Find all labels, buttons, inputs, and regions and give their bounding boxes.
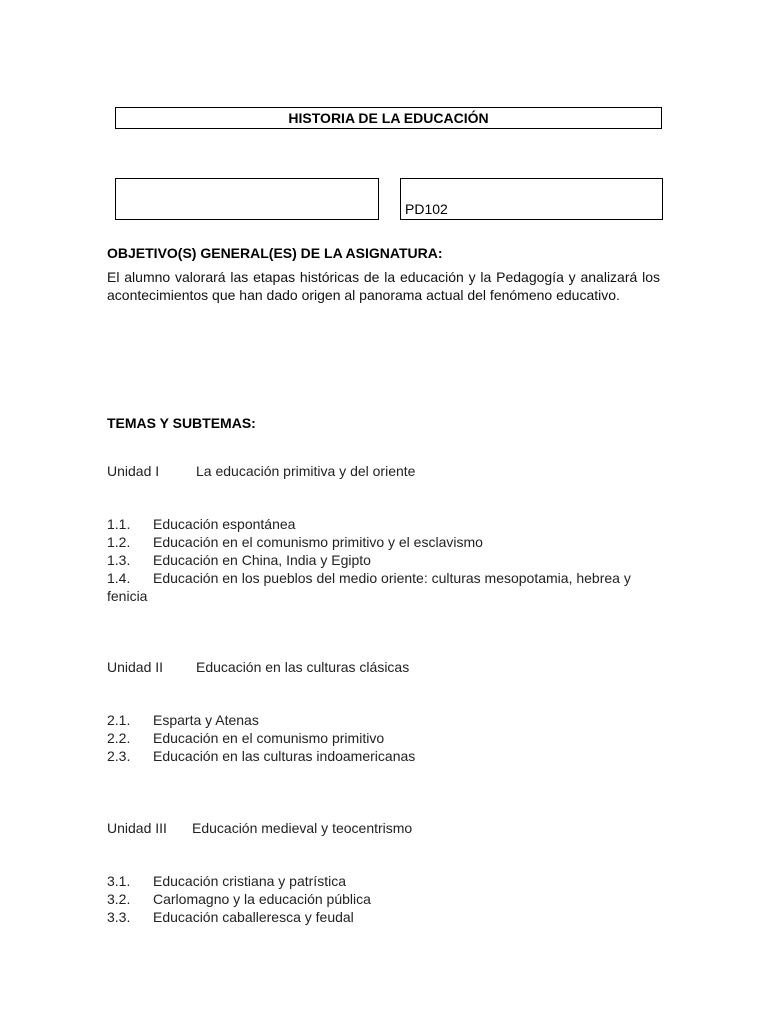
objective-text: El alumno valorará las etapas históricas de la educación y la Pedagogía y analizará los acontecimientos que han dado origen al panorama actual del fenómeno educativo. [107, 269, 660, 303]
list-item [107, 712, 259, 728]
unit-label: Unidad I [107, 463, 160, 479]
objective-heading: OBJETIVO(S) GENERAL(ES) DE LA ASIGNATURA: [107, 245, 443, 261]
item-text: Educación en el comunismo primitivo [153, 730, 385, 746]
unit-heading [107, 463, 415, 479]
course-code: PD102 [405, 201, 448, 217]
item-number: 1.2. [107, 534, 131, 550]
unit-title: La educación primitiva y del oriente [196, 463, 416, 479]
item-number: 1.1. [107, 516, 131, 532]
item-text: Educación cristiana y patrística [153, 873, 346, 889]
item-text: Educación caballeresca y feudal [153, 909, 354, 925]
item-number: 3.2. [107, 891, 131, 907]
item-text: Educación en los pueblos del medio oriente: culturas mesopotamia, hebrea y fenicia [107, 570, 631, 604]
list-item [107, 909, 354, 925]
item-text: Educación en las culturas indoamericanas [153, 748, 416, 764]
item-number: 1.4. [107, 570, 131, 586]
list-item [107, 891, 371, 907]
item-number: 2.3. [107, 748, 131, 764]
list-item [107, 516, 295, 532]
item-number: 3.3. [107, 909, 131, 925]
item-text: Carlomagno y la educación pública [153, 891, 371, 907]
list-item [107, 569, 667, 605]
list-item [107, 748, 415, 764]
empty-field-box [115, 178, 379, 220]
item-text: Educación espontánea [153, 516, 296, 532]
item-number: 1.3. [107, 552, 131, 568]
unit-label: Unidad II [107, 659, 164, 675]
item-number: 3.1. [107, 873, 131, 889]
item-text: Educación en el comunismo primitivo y el esclavismo [153, 534, 483, 550]
list-item [107, 534, 483, 550]
unit-title: Educación en las culturas clásicas [196, 659, 410, 675]
item-number: 2.2. [107, 730, 131, 746]
course-code-box [400, 178, 663, 220]
list-item [107, 552, 371, 568]
unit-heading [107, 659, 409, 675]
item-text: Esparta y Atenas [153, 712, 259, 728]
topics-heading: TEMAS Y SUBTEMAS: [107, 415, 256, 431]
item-number: 2.1. [107, 712, 131, 728]
unit-title: Educación medieval y teocentrismo [192, 820, 413, 836]
list-item [107, 873, 346, 889]
unit-label: Unidad III [107, 820, 167, 836]
unit-heading [107, 820, 412, 836]
list-item [107, 730, 384, 746]
document-title: HISTORIA DE LA EDUCACIÓN [115, 107, 662, 129]
item-text: Educación en China, India y Egipto [153, 552, 371, 568]
